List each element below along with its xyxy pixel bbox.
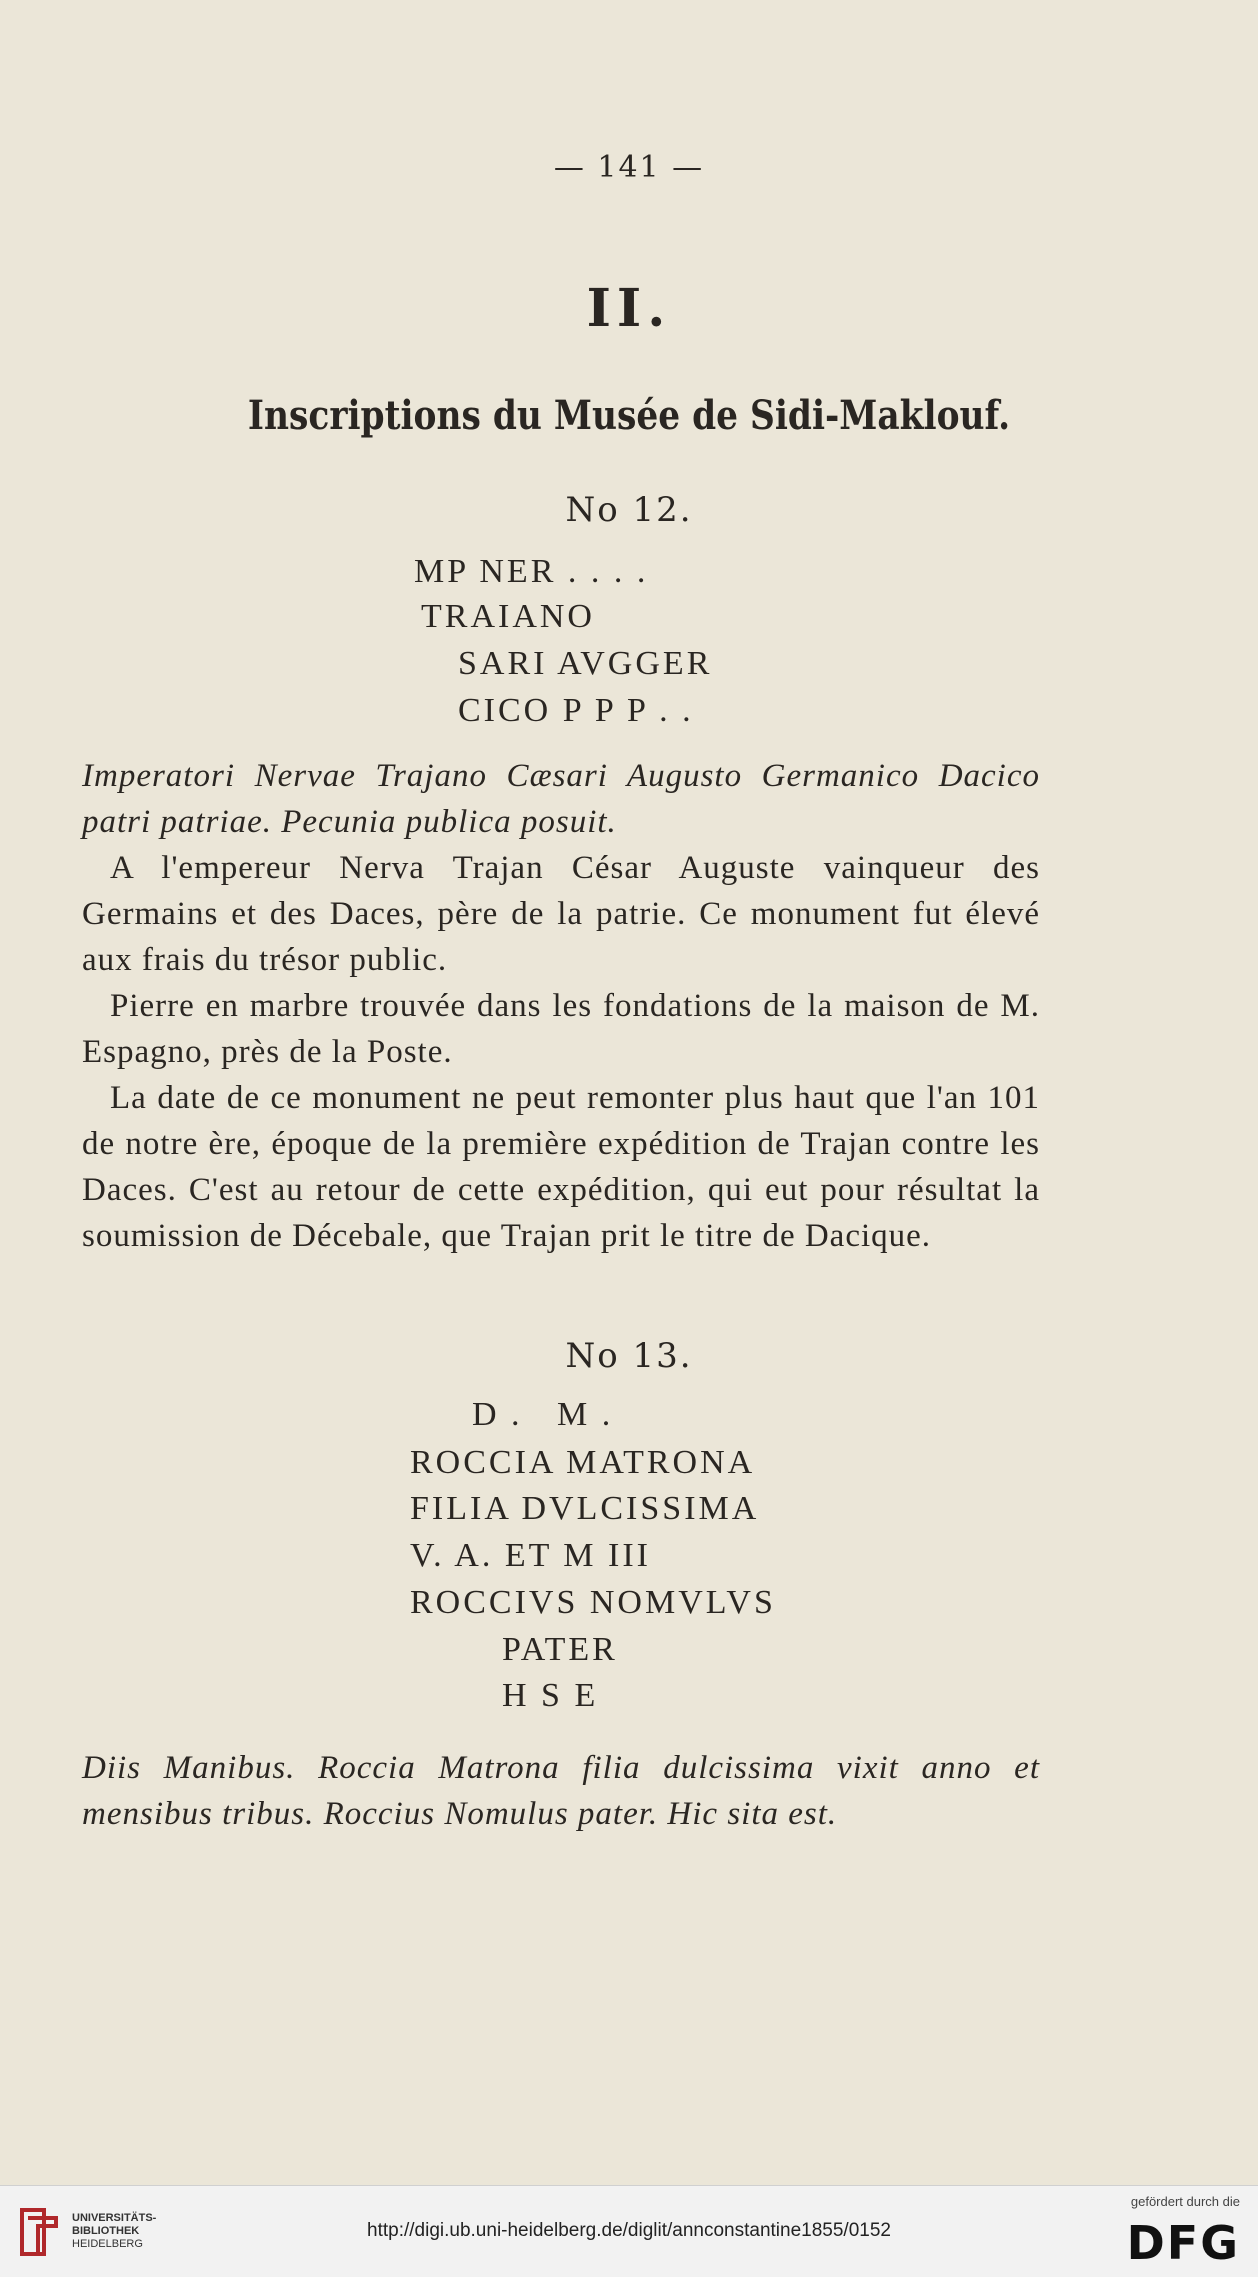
inscription-12-line-4: CICO P P P . . xyxy=(458,692,694,729)
library-name-line-3: HEIDELBERG xyxy=(72,2238,143,2250)
inscription-12-paragraph-3 xyxy=(82,1075,1040,1259)
paragraph-text: La date de ce monument ne peut remonter plus haut que l'an 101 de notre ère, époque de la première expédition de Trajan contre les Daces. C'est au retour de cette expédition, qui eut pour résultat la soumission de Décebale, que Trajan prit le titre de Dacique. xyxy=(82,1080,1040,1254)
inscription-13-line-1: D . M . xyxy=(472,1396,614,1433)
inscription-12-paragraph-1 xyxy=(82,845,1040,983)
inscription-13-line-7: H S E xyxy=(502,1677,599,1714)
permalink-url[interactable]: http://digi.ub.uni-heidelberg.de/diglit/annconstantine1855/0152 xyxy=(367,2220,891,2241)
page-number: — 141 — xyxy=(553,150,705,185)
inscription-13-line-6: PATER xyxy=(502,1631,618,1668)
section-number: II. xyxy=(586,278,672,339)
inscription-13-line-3: FILIA DVLCISSIMA xyxy=(410,1490,760,1527)
paragraph-text: Pierre en marbre trouvée dans les fondations de la maison de M. Espagno, près de la Poste. xyxy=(82,988,1040,1070)
library-name-line-2: BIBLIOTHEK xyxy=(72,2225,140,2237)
inscription-12-line-2: TRAIANO xyxy=(421,598,595,635)
inscription-13-line-5: ROCCIVS NOMVLVS xyxy=(410,1584,776,1621)
funding-caption: gefördert durch die xyxy=(1130,2194,1240,2209)
inscription-12-paragraph-2 xyxy=(82,983,1040,1075)
inscription-12-label: No 12. xyxy=(565,490,693,530)
inscription-12-line-1: MP NER . . . . xyxy=(414,553,649,590)
library-name-line-1: UNIVERSITÄTS- xyxy=(72,2212,157,2224)
viewer-footer xyxy=(0,2185,1258,2277)
inscription-12-line-3: SARI AVGGER xyxy=(458,645,713,682)
inscription-13-line-4: V. A. ET M III xyxy=(410,1537,651,1574)
dfg-logo: DFG xyxy=(1126,2216,1240,2270)
inscription-12-latin: Imperatori Nervae Trajano Cæsari Augusto Germanico Dacico patri patriae. Pecunia publica posuit. xyxy=(82,758,1040,840)
inscription-13-label: No 13. xyxy=(565,1336,693,1376)
inscription-13-line-2: ROCCIA MATRONA xyxy=(410,1444,756,1481)
paragraph-text: A l'empereur Nerva Trajan César Auguste vainqueur des Germains et des Daces, père de la patrie. Ce monument fut élevé aux frais du trésor public. xyxy=(82,850,1040,978)
inscription-13-latin: Diis Manibus. Roccia Matrona filia dulcissima vixit anno et mensibus tribus. Roccius Nomulus pater. Hic sita est. xyxy=(82,1750,1040,1832)
section-title: Inscriptions du Musée de Sidi-Maklouf. xyxy=(247,392,1011,439)
